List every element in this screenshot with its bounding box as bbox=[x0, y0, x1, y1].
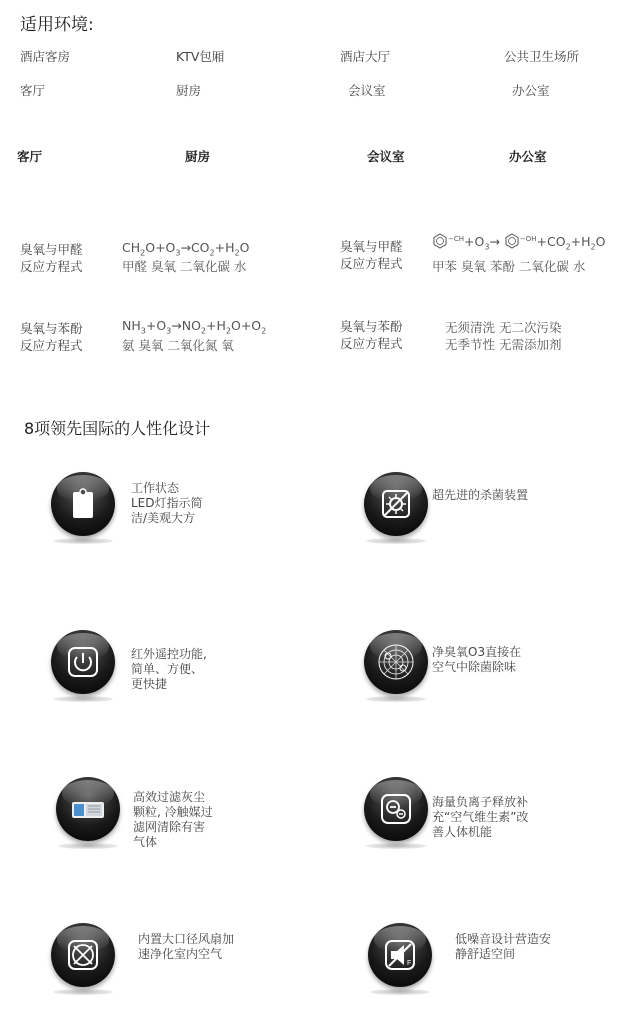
benefit-line: 无须清洗 无二次污染 bbox=[445, 320, 562, 335]
benefit-line: 无季节性 无需添加剂 bbox=[445, 337, 562, 352]
reaction-label: 臭氧与甲醛 反应方程式 bbox=[20, 242, 83, 274]
env-item: 厨房 bbox=[176, 83, 202, 98]
env-item: 会议室 bbox=[367, 149, 405, 164]
env-item: 办公室 bbox=[509, 149, 547, 164]
env-item: 酒店客房 bbox=[20, 49, 71, 64]
env-item: 公共卫生场所 bbox=[504, 49, 580, 64]
env-item: 厨房 bbox=[185, 149, 211, 164]
env-title: 适用环境: bbox=[20, 15, 94, 35]
reaction-formula: $CH_2O+O_3\to CO_2+H_2O$ bbox=[122, 240, 250, 258]
mute-icon bbox=[368, 923, 432, 987]
ozone-fan-icon bbox=[364, 630, 428, 694]
fan-icon bbox=[51, 923, 115, 987]
benzene-ring-icon bbox=[432, 233, 448, 249]
negative-ion-icon bbox=[364, 777, 428, 841]
feature-text: 低噪音设计营造安 静舒适空间 bbox=[455, 932, 552, 961]
benzene-ring-icon bbox=[504, 233, 520, 249]
feature-text: 红外遥控功能, 简单、方便、 更快捷 bbox=[131, 647, 207, 691]
feature-text: 工作状态 LED灯指示简 洁/美观大方 bbox=[131, 481, 203, 525]
env-item: KTV包厢 bbox=[176, 49, 225, 64]
feature-text: 海量负离子释放补 充“空气维生素”改 善人体机能 bbox=[432, 795, 529, 839]
reaction-label: 臭氧与甲醛 反应方程式 bbox=[340, 239, 403, 271]
env-item: 客厅 bbox=[20, 83, 46, 98]
reaction-names: 甲醛 臭氧 二氧化碳 水 bbox=[122, 259, 247, 274]
env-item: 会议室 bbox=[348, 83, 386, 98]
feature-text: 内置大口径风扇加 速净化室内空气 bbox=[138, 932, 235, 961]
filter-icon bbox=[56, 777, 120, 841]
reaction-formula: $NH_3+O_3\to NO_2+H_2O+O_2$ bbox=[122, 318, 267, 336]
feature-text: 高效过滤灰尘 颗粒, 冷触媒过 滤网清除有害 气体 bbox=[133, 790, 213, 849]
env-item: 客厅 bbox=[17, 149, 43, 164]
status-tag-icon bbox=[51, 472, 115, 536]
svg-text:F: F bbox=[407, 960, 412, 967]
reaction-formula: $^{-CH}+O_3\to ^{-OH}+CO_2+H_2O$ bbox=[432, 233, 605, 252]
power-icon bbox=[51, 630, 115, 694]
feature-text: 超先进的杀菌装置 bbox=[432, 488, 529, 502]
sterilize-icon bbox=[364, 472, 428, 536]
env-item: 办公室 bbox=[512, 83, 550, 98]
reaction-label: 臭氧与苯酚 反应方程式 bbox=[20, 321, 83, 353]
feature-text: 净臭氧O3直接在 空气中除菌除味 bbox=[432, 645, 522, 674]
reaction-names: 氨 臭氧 二氧化氮 氧 bbox=[122, 338, 234, 353]
reaction-names: 甲苯 臭氧 苯酚 二氧化碳 水 bbox=[432, 259, 586, 274]
env-item: 酒店大厅 bbox=[340, 49, 391, 64]
reaction-label: 臭氧与苯酚 反应方程式 bbox=[340, 319, 403, 351]
design-title: 8项领先国际的人性化设计 bbox=[24, 419, 211, 438]
